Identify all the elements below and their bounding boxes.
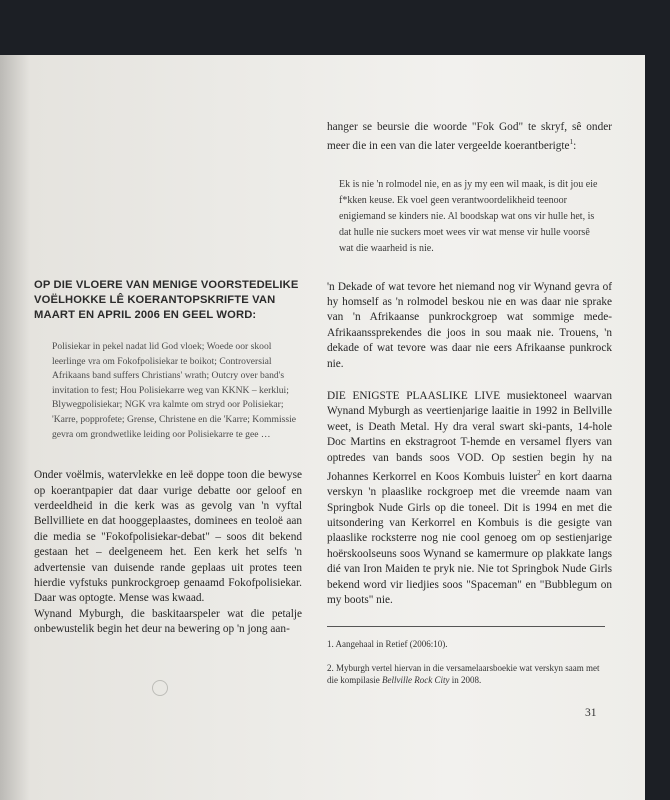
right-intro-paragraph bbox=[327, 120, 612, 155]
left-column bbox=[34, 278, 302, 638]
footnote-2-start: 2. Myburgh vertel hiervan in die versamelaarsboekie wat verskyn saam met die kompilasie bbox=[327, 663, 600, 686]
section-heading: OP DIE VLOERE VAN MENIGE VOORSTEDELIKE VOËLHOKKE LÊ KOERANTOPSKRIFTE VAN MAART EN APRIL 2006 EN GEEL WORD: bbox=[34, 279, 299, 321]
footnote-2 bbox=[327, 662, 612, 686]
footnote-2-end: in 2008. bbox=[449, 675, 482, 686]
intro-colon: : bbox=[573, 140, 577, 153]
right-paragraph-1: 'n Dekade of wat tevore het niemand nog vir Wynand gevra of hy homself as 'n rolmodel beskou nie en was daar nie sprake van 'n Afrikaanse punkrockgroep wat sommige mede-Afrikaanssprekendes die joos in sou maak nie. Trouens, 'n dekade of wat tevore was daar nie eers Afrikaanse punkrock nie. bbox=[327, 280, 612, 370]
footnote-divider bbox=[327, 626, 605, 627]
page-gutter-shadow bbox=[0, 55, 30, 800]
paragraph-2-end: en kort daarna verskyn 'n plaaslike rockgroep met die vreemde naam van Springbok Nude Girls op die toneel. Dit is 1994 en met die uitsondering van Kerkorrel en Kombuis is die gesigte van plaaslike rocksterre nog nie cool genoeg om op sestienjarige hoërskoolseuns soos Wynand se kamermure op plakkate langs dié van Iron Maiden te pryk nie. Nie tot Springbok Nude Girls bekend word vir liedjies soos "Spaceman" en "Bubblegum on my boots" nie. bbox=[327, 470, 613, 607]
page-number: 31 bbox=[585, 707, 597, 719]
left-paragraph-1: Onder voëlmis, watervlekke en leë doppe toon die bewyse op koerantpapier dat daar vurige debatte oor geloof en verdeeldheid in die kerk was as gevolg van 'n vyftal Bellvilliete en dat hooggeplaastes, dominees en teoloë aan die media se "Fokofpolisiekar-debat" – soos dit bekend gestaan het – deelgeneem het. Een kerk het selfs 'n advertensie van duisende rande geplaas uit protes teen hierdie vyfstuks punkrockgroep genaamd Fokofpolisiekar. Daar was optogte. Mense was kwaad. bbox=[34, 469, 302, 605]
left-body-text bbox=[34, 468, 302, 637]
intro-text: hanger se beursie die woorde "Fok God" te skryf, sê onder meer die in een van die later vergeelde koerantberigte bbox=[327, 121, 612, 153]
newspaper-headlines-quote: Polisiekar in pekel nadat lid God vloek; Woede oor skool leerlinge vra om Fokofpolisiekar te boikot; Controversial Afrikaans band suffers Christians' wrath; Outcry over band's invitation to fest; Hou Polisiekarre weg van KKNK – kerklui; Blywegpolisiekar; NGK vra kalmte om stryd oor Polisiekar; 'Karre, popprofete; Grense, Christene en die 'Karre; Kommissie gevra om grondwetlike leiding oor Polisiekarre te gee … bbox=[52, 341, 297, 440]
footnote-ref-1: 1 bbox=[569, 138, 574, 147]
paragraph-2-start: DIE ENIGSTE PLAASLIKE LIVE musiektoneel waarvan Wynand Myburgh as veertienjarige laaitie in 1992 in Bellville weet, is Death Metal. Hy dra veral swart ski-pants, 14-hole Doc Martins en ekstragroot T-hemde en versamel flyers van optredes van bands soos VOD. Op sestien begin hy na Johannes Kerkorrel en Koos Kombuis luister bbox=[327, 390, 612, 483]
footnote-2-title: Bellville Rock City bbox=[382, 675, 450, 686]
left-paragraph-2: Wynand Myburgh, die baskitaarspeler wat die petalje onbewustelik begin het deur na bewering op 'n jong aan- bbox=[34, 607, 302, 636]
paper-smudge bbox=[152, 680, 168, 696]
right-paragraph-2 bbox=[327, 389, 612, 608]
wynand-quote: Ek is nie 'n rolmodel nie, en as jy my een wil maak, is dit jou eie f*kken keuse. Ek voel geen verantwoordelikheid teenoor enigiemand se kinders nie. Al boodskap wat ons vir hulle het, is dat hulle nie suckers moet wees vir wat mense vir hulle voorsê wat die waarheid is nie. bbox=[339, 178, 598, 254]
footnote-ref-2: 2 bbox=[537, 469, 541, 478]
footnote-1: 1. Aangehaal in Retief (2006:10). bbox=[327, 639, 448, 650]
right-column bbox=[327, 120, 612, 686]
